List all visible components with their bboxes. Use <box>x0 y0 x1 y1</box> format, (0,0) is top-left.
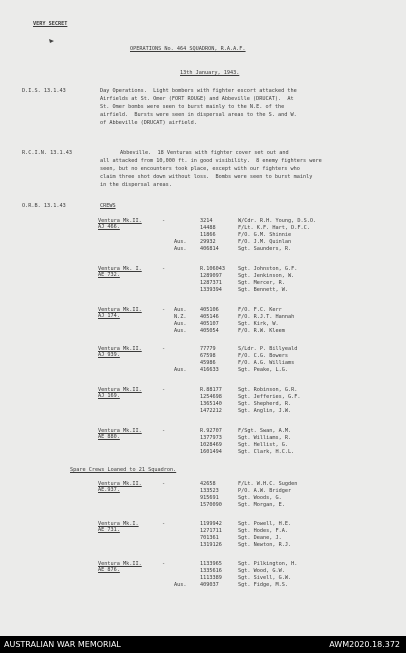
member-rank-name: Sgt. Hellist, G. <box>238 442 288 448</box>
member-number: 1199942 <box>200 521 222 527</box>
member-number: R.106043 <box>200 266 225 272</box>
ink-mark-icon <box>48 38 55 44</box>
member-nationality: Aus. <box>174 246 187 252</box>
member-number: 915691 <box>200 495 219 501</box>
aircraft-serial: AE 876. <box>98 567 120 573</box>
member-rank-name: Sgt. Sivell, G.W. <box>238 575 292 581</box>
member-nationality: Aus. <box>174 307 187 313</box>
member-rank-name: Sgt. Morgan, E. <box>238 502 285 508</box>
member-number: 77779 <box>200 346 216 352</box>
aircraft-type: Ventura Mk.II. <box>98 307 142 313</box>
member-rank-name: W/Cdr. R.H. Young, D.S.O. <box>238 218 317 224</box>
dash-separator: - <box>162 307 166 313</box>
member-rank-name: Sgt. Pilkington, H. <box>238 561 298 567</box>
member-number: 1601494 <box>200 449 222 455</box>
member-number: 416633 <box>200 367 219 373</box>
member-number: 1287371 <box>200 280 222 286</box>
dash-separator: - <box>162 218 166 224</box>
aircraft-serial: AE.937. <box>98 487 120 493</box>
member-rank-name: F/O. R.W. Kleem <box>238 328 285 334</box>
member-number: 406814 <box>200 246 219 252</box>
member-number: 405054 <box>200 328 219 334</box>
member-number: 45986 <box>200 360 216 366</box>
member-rank-name: Sgt. Jenkinson, W. <box>238 273 295 279</box>
member-rank-name: Sgt. Fidge, M.S. <box>238 582 288 588</box>
footer-institution: AUSTRALIAN WAR MEMORIAL <box>4 640 121 649</box>
member-rank-name: Sgt. Bennett, W. <box>238 287 288 293</box>
entry-text-line: St. Omer bombs were seen to burst mainly to the N.E. of the <box>100 104 285 110</box>
member-rank-name: Sgt. Robinson, G.R. <box>238 387 298 393</box>
member-number: 29932 <box>200 239 216 245</box>
member-number: 1289097 <box>200 273 222 279</box>
entry-reference: D.I.S. 13.1.43 <box>22 88 66 94</box>
member-rank-name: F/O. C.G. Bowers <box>238 353 288 359</box>
member-rank-name: F/O. R.J.T. Hannah <box>238 314 295 320</box>
member-number: 1133965 <box>200 561 222 567</box>
member-rank-name: Sgt. Hodes, F.A. <box>238 528 288 534</box>
member-nationality: Aus. <box>174 321 187 327</box>
member-rank-name: F/O. F.C. Kerr <box>238 307 282 313</box>
member-nationality: Aus. <box>174 239 187 245</box>
footer-bar <box>0 636 406 653</box>
entry-reference: R.C.I.N. 13.1.43 <box>22 150 72 156</box>
member-rank-name: Sgt. Saunders, R. <box>238 246 292 252</box>
member-number: 1254698 <box>200 394 222 400</box>
aircraft-serial: AE 880. <box>98 434 120 440</box>
entry-text-line: airfield. Bursts were seen in dispersal areas to the S. and W. <box>100 112 297 118</box>
document-date: 13th January, 1943. <box>180 70 240 76</box>
aircraft-type: Ventura Mk.II. <box>98 218 142 224</box>
aircraft-type: Ventura Mk.II. <box>98 481 142 487</box>
member-rank-name: Sgt. Powell, H.E. <box>238 521 292 527</box>
member-nationality: Aus. <box>174 582 187 588</box>
footer-accession-number: AWM2020.18.372 <box>329 640 400 649</box>
member-number: 1365140 <box>200 401 222 407</box>
member-number: 1028469 <box>200 442 222 448</box>
member-number: 409037 <box>200 582 219 588</box>
member-rank-name: F/Lt. W.H.C. Sugden <box>238 481 298 487</box>
member-nationality: Aus. <box>174 367 187 373</box>
aircraft-serial: AJ 174. <box>98 313 120 319</box>
member-rank-name: F/O. J.M. Quinlan <box>238 239 292 245</box>
aircraft-serial: AE 732. <box>98 272 120 278</box>
dash-separator: - <box>162 481 166 487</box>
member-number: 133523 <box>200 488 219 494</box>
member-number: 701361 <box>200 535 219 541</box>
aircraft-serial: AJ 169. <box>98 393 120 399</box>
member-rank-name: Sgt. Wood, G.W. <box>238 568 285 574</box>
dash-separator: - <box>162 346 166 352</box>
member-number: 1570090 <box>200 502 222 508</box>
member-rank-name: F/Lt. K.F. Hart, D.F.C. <box>238 225 310 231</box>
document-title: OPERATIONS No. 464 SQUADRON, R.A.A.F. <box>130 46 246 52</box>
crews-heading: CREWS <box>100 203 116 209</box>
member-rank-name: P/O. A.W. Bridger <box>238 488 292 494</box>
entry-text-line: Day Operations. Light bombers with fighter escort attacked the <box>100 88 297 94</box>
aircraft-type: Ventura Mk. I. <box>98 266 142 272</box>
member-rank-name: F/O. G.M. Shinnie <box>238 232 292 238</box>
orb-reference: O.R.B. 13.1.43 <box>22 203 66 209</box>
spare-crews-heading: Spare Crews Loaned to 21 Squadron. <box>70 467 177 473</box>
member-number: 405146 <box>200 314 219 320</box>
member-rank-name: Sgt. Peake, L.G. <box>238 367 288 373</box>
entry-text-line: in the dispersal areas. <box>100 182 172 188</box>
member-number: 11866 <box>200 232 216 238</box>
classification-label: VERY SECRET <box>33 21 68 27</box>
member-rank-name: Sgt. Woods, G. <box>238 495 282 501</box>
member-rank-name: Sgt. Deane, J. <box>238 535 282 541</box>
member-number: 1271711 <box>200 528 222 534</box>
member-number: 1113389 <box>200 575 222 581</box>
member-nationality: N.Z. <box>174 314 187 320</box>
entry-text-line: of Abbeville (DRUCAT) airfield. <box>100 120 197 126</box>
aircraft-type: Ventura Mk.I. <box>98 521 139 527</box>
member-rank-name: Sgt. Anglin, J.W. <box>238 408 292 414</box>
member-rank-name: Sgt. Johnston, G.F. <box>238 266 298 272</box>
aircraft-type: Ventura Mk.II. <box>98 561 142 567</box>
aircraft-type: Ventura Mk.II. <box>98 346 142 352</box>
aircraft-serial: AJ 466. <box>98 224 120 230</box>
member-rank-name: S/Ldr. P. Billyeald <box>238 346 298 352</box>
member-rank-name: Sgt. Williams, R. <box>238 435 292 441</box>
entry-text-line: Abbeville. 18 Venturas with fighter cover set out and <box>120 150 289 156</box>
entry-text-line: all attacked from 10,000 ft. in good visibility. 8 enemy fighters were <box>100 158 322 164</box>
member-rank-name: Sgt. Jefferies, G.F. <box>238 394 301 400</box>
member-number: 1339394 <box>200 287 222 293</box>
aircraft-serial: AJ 939. <box>98 352 120 358</box>
aircraft-type: Ventura Mk.II. <box>98 428 142 434</box>
dash-separator: - <box>162 428 166 434</box>
member-number: R.92707 <box>200 428 222 434</box>
member-number: 42658 <box>200 481 216 487</box>
entry-text-line: claim three shot down without loss. Bombs were seen to burst mainly <box>100 174 313 180</box>
member-number: 1335616 <box>200 568 222 574</box>
aircraft-serial: AE 731. <box>98 527 120 533</box>
member-rank-name: Sgt. Shepherd, R. <box>238 401 292 407</box>
member-nationality: Aus. <box>174 328 187 334</box>
member-number: 14488 <box>200 225 216 231</box>
entry-text-line: seen, but no encounters took place, except with our fighters who <box>100 166 300 172</box>
member-number: 1377973 <box>200 435 222 441</box>
dash-separator: - <box>162 266 166 272</box>
member-rank-name: Sgt. Mercer, R. <box>238 280 285 286</box>
member-rank-name: Sgt. Kirk, W. <box>238 321 279 327</box>
dash-separator: - <box>162 521 166 527</box>
entry-text-line: Airfields at St. Omer (FORT ROUGE) and Abbeville (DRUCAT). At <box>100 96 294 102</box>
member-rank-name: F/Sgt. Swan, A.M. <box>238 428 292 434</box>
member-number: 1472212 <box>200 408 222 414</box>
member-number: 1319126 <box>200 542 222 548</box>
member-number: R.88177 <box>200 387 222 393</box>
aircraft-type: Ventura Mk.II. <box>98 387 142 393</box>
member-rank-name: F/O. A.G. Williams <box>238 360 295 366</box>
member-rank-name: Sgt. Clark, H.C.L. <box>238 449 295 455</box>
member-rank-name: Sgt. Newton, R.J. <box>238 542 292 548</box>
dash-separator: - <box>162 387 166 393</box>
dash-separator: - <box>162 561 166 567</box>
member-number: 405107 <box>200 321 219 327</box>
member-number: 67598 <box>200 353 216 359</box>
member-number: 3214 <box>200 218 213 224</box>
member-number: 405106 <box>200 307 219 313</box>
